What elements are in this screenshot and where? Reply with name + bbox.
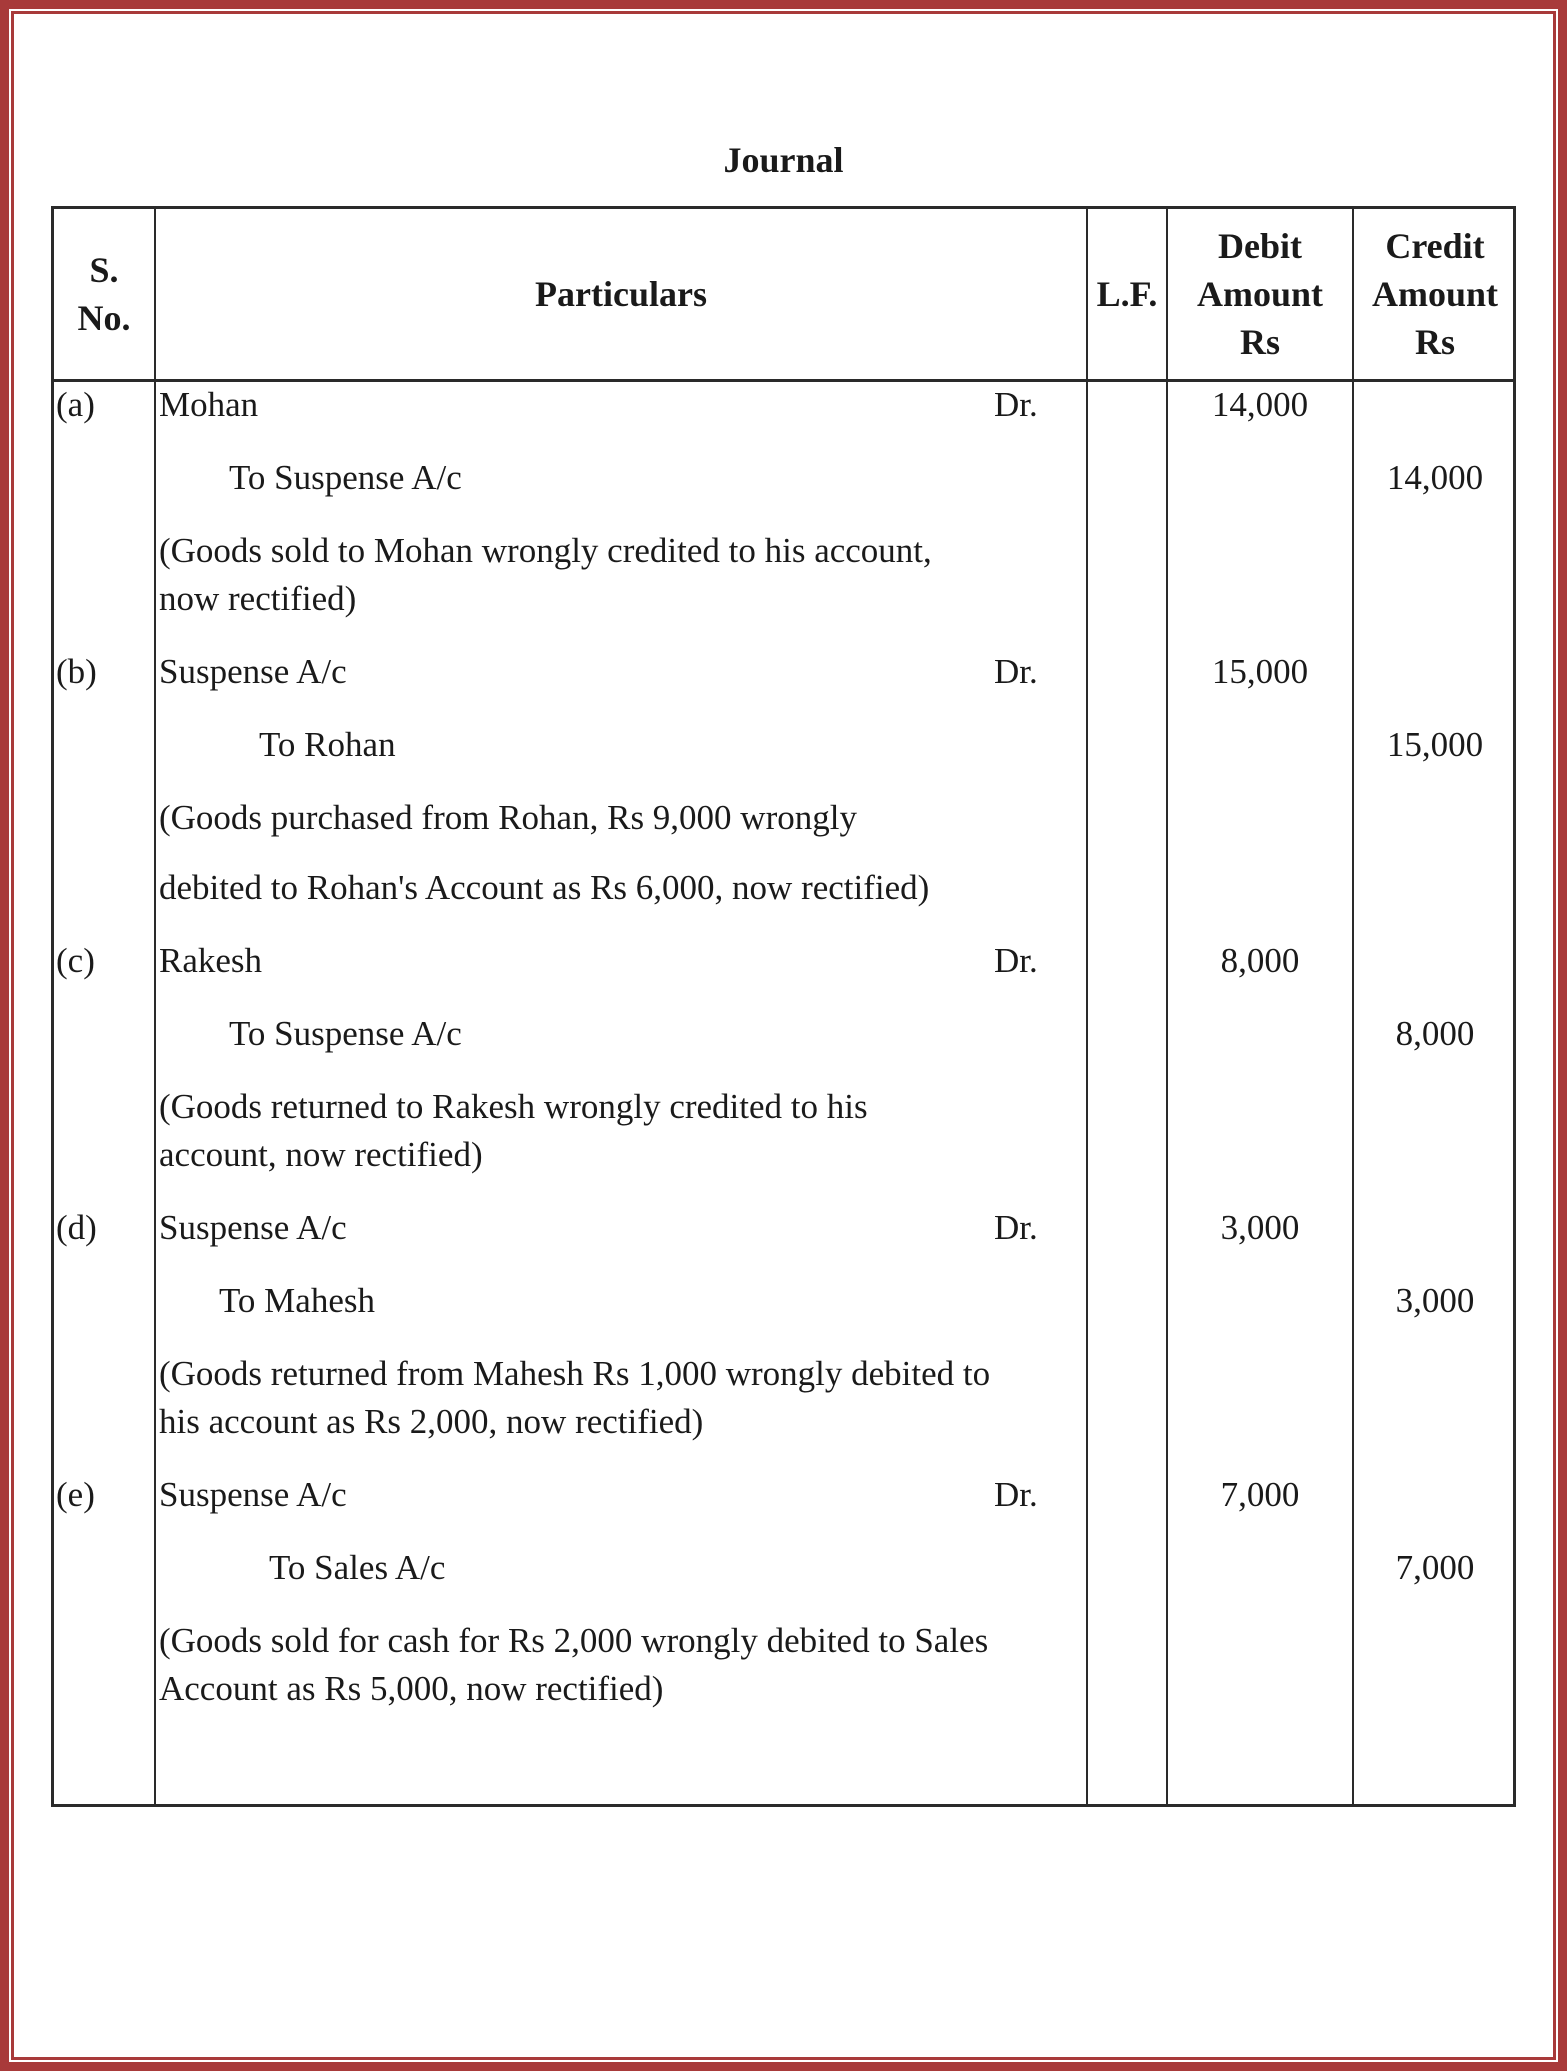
entry-e-narration-line-1: (Goods sold for cash for Rs 2,000 wrongly debited to Sales <box>159 1621 989 1660</box>
entry-b-credit-account: To Rohan <box>259 725 396 764</box>
entry-d-credit-amount: 3,000 <box>1395 1281 1475 1320</box>
header-debit-line-3: Rs <box>1239 322 1280 362</box>
header-sno <box>54 209 154 379</box>
entry-a-narration-line-2: now rectified) <box>159 579 357 618</box>
header-lf <box>1088 209 1166 379</box>
entry-b-narration-line-1: (Goods purchased from Rohan, Rs 9,000 wrongly <box>159 798 857 837</box>
header-debit-line-2: Amount <box>1196 274 1324 314</box>
entry-b-sno: (b) <box>56 652 97 691</box>
journal-title: Journal <box>723 140 844 180</box>
entry-d-debit-account: Suspense A/c <box>159 1208 347 1247</box>
entry-c-narration-line-2: account, now rectified) <box>159 1135 483 1174</box>
entry-b-credit-amount: 15,000 <box>1386 725 1484 764</box>
divider-sno <box>154 209 156 1804</box>
entry-a-credit-account: To Suspense A/c <box>229 458 462 497</box>
entry-e-credit-amount: 7,000 <box>1395 1548 1475 1587</box>
entry-b-debit-amount: 15,000 <box>1211 652 1309 691</box>
entry-c-credit-amount: 8,000 <box>1395 1014 1475 1053</box>
entry-e-debit-amount: 7,000 <box>1220 1475 1300 1514</box>
header-particulars <box>156 209 1086 379</box>
header-credit-line-3: Rs <box>1414 322 1455 362</box>
entry-a-debit-account: Mohan <box>159 385 259 424</box>
header-credit-line-1: Credit <box>1385 226 1485 266</box>
entry-e-debit-account: Suspense A/c <box>159 1475 347 1514</box>
entry-b-debit-account: Suspense A/c <box>159 652 347 691</box>
entry-a-credit-amount: 14,000 <box>1386 458 1484 497</box>
entry-c-sno: (c) <box>56 941 95 980</box>
entry-d-credit-account: To Mahesh <box>219 1281 375 1320</box>
entry-d-sno: (d) <box>56 1208 97 1247</box>
entry-e-sno: (e) <box>56 1475 95 1514</box>
entry-a-dr-label: Dr. <box>994 385 1038 424</box>
entry-e-dr-label: Dr. <box>994 1475 1038 1514</box>
entry-d-debit-amount: 3,000 <box>1220 1208 1300 1247</box>
entry-c-dr-label: Dr. <box>994 941 1038 980</box>
entry-e-narration-line-2: Account as Rs 5,000, now rectified) <box>159 1669 664 1708</box>
header-particulars-label: Particulars <box>535 274 707 314</box>
entry-a-narration-line-1: (Goods sold to Mohan wrongly credited to his account, <box>159 531 932 570</box>
entry-d-narration-line-1: (Goods returned from Mahesh Rs 1,000 wrongly debited to <box>159 1354 991 1393</box>
divider-particulars <box>1086 209 1088 1804</box>
entry-b-narration-line-2: debited to Rohan's Account as Rs 6,000, now rectified) <box>159 868 930 907</box>
journal-table <box>51 206 1516 1807</box>
entry-d-narration-line-2: his account as Rs 2,000, now rectified) <box>159 1402 704 1441</box>
header-lf-label: L.F. <box>1096 274 1158 314</box>
entry-d-dr-label: Dr. <box>994 1208 1038 1247</box>
entry-c-narration-line-1: (Goods returned to Rakesh wrongly credited to his <box>159 1087 868 1126</box>
entry-b-dr-label: Dr. <box>994 652 1038 691</box>
header-credit-line-2: Amount <box>1371 274 1499 314</box>
entry-a-sno: (a) <box>56 385 95 424</box>
divider-lf <box>1166 209 1168 1804</box>
entry-c-credit-account: To Suspense A/c <box>229 1014 462 1053</box>
entry-a-debit-amount: 14,000 <box>1211 385 1309 424</box>
header-debit-line-1: Debit <box>1218 226 1302 266</box>
entry-c-debit-amount: 8,000 <box>1220 941 1300 980</box>
header-sno-line-1: S. <box>89 250 119 290</box>
header-credit <box>1354 209 1516 379</box>
entry-e-credit-account: To Sales A/c <box>269 1548 446 1587</box>
entry-c-debit-account: Rakesh <box>159 941 263 980</box>
header-debit <box>1168 209 1352 379</box>
header-sno-line-2: No. <box>77 298 131 338</box>
